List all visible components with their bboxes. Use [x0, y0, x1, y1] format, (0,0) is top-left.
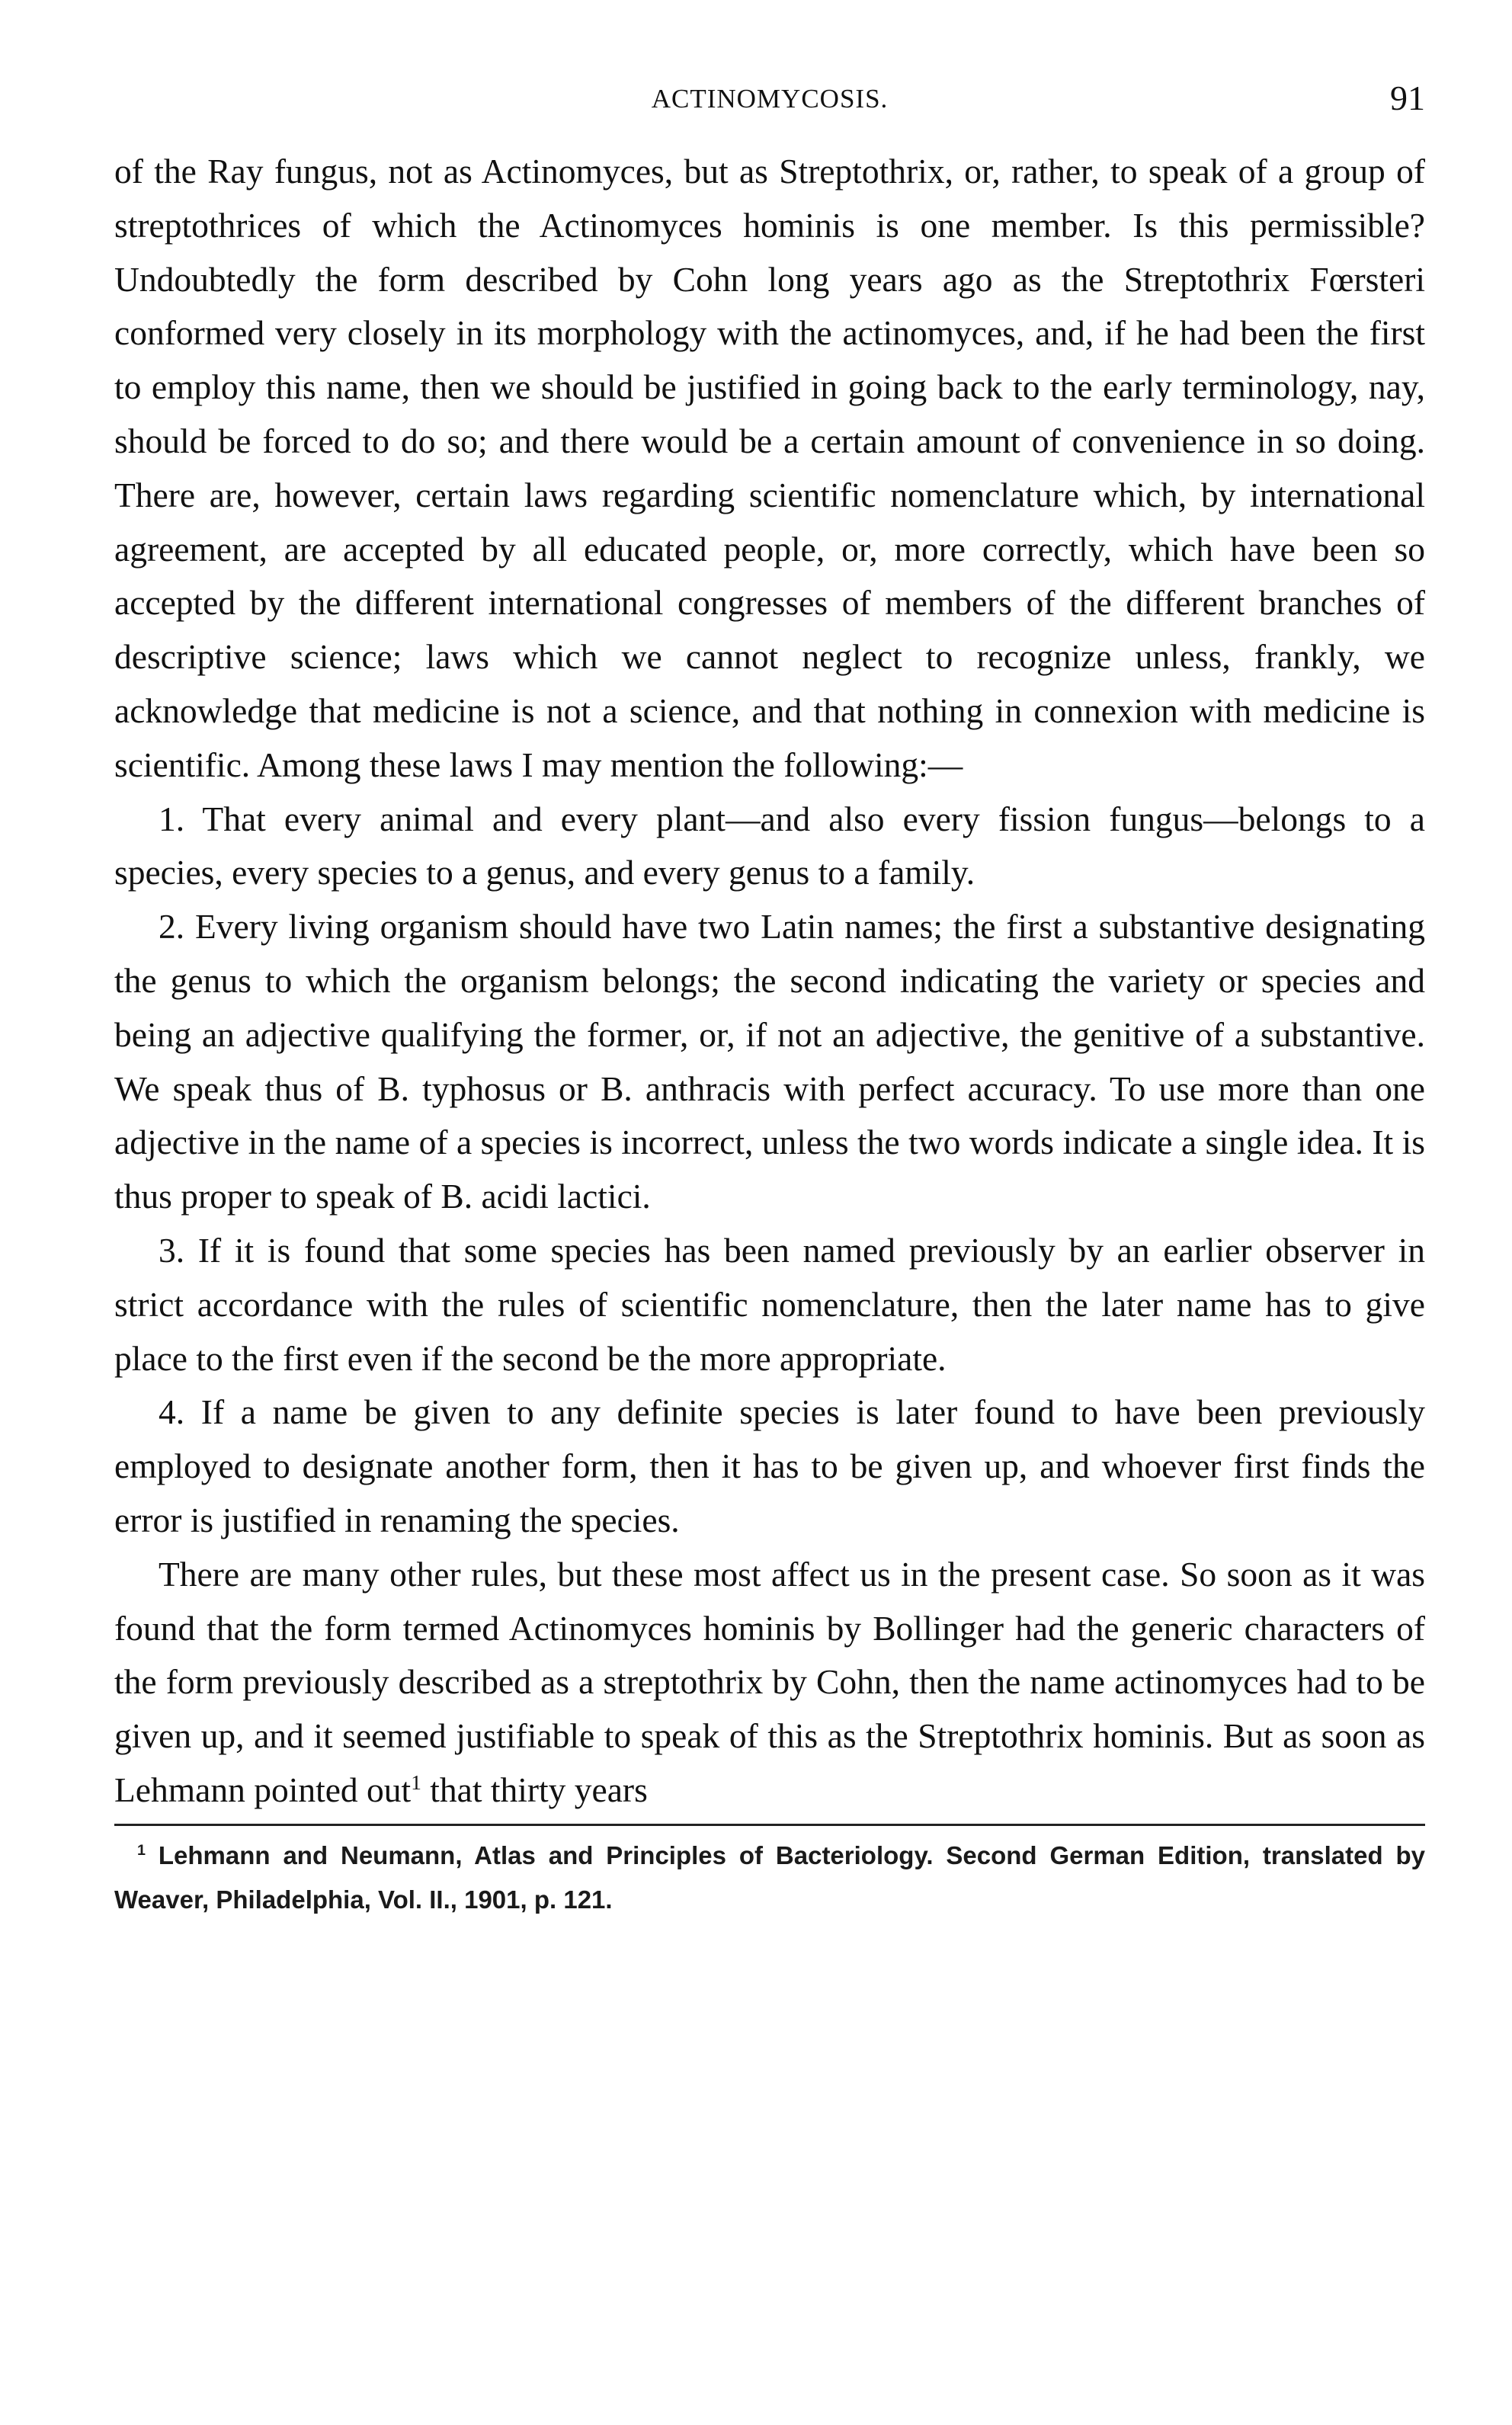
- paragraph-last-tail: that thirty years: [421, 1770, 648, 1809]
- footnote: [114, 1834, 1425, 1922]
- paragraph-last-text: There are many other rules, but these most affect us in the present case. So soon as it was found that the form termed Actinomyces hominis by Bollinger had the generic characters of the form previously described as a streptothrix by Cohn, then the name actinomyces had to be given up, and it seemed justifiable to speak of this as the Streptothrix hominis. But as soon as Lehmann pointed out: [114, 1554, 1425, 1809]
- footnote-divider: [114, 1824, 1425, 1826]
- rule-item-4: 4. If a name be given to any definite species is later found to have been previously employed to designate another form, then it has to be given up, and whoever first finds the error is justified in renaming the species.: [114, 1392, 1425, 1539]
- paragraph-last: [114, 1548, 1425, 1818]
- body-text: [114, 145, 1425, 1818]
- book-page: [114, 69, 1425, 2378]
- paragraph-continuation: of the Ray fungus, not as Actinomyces, but as Streptothrix, or, rather, to speak of a group of streptothrices of which the Actinomyces hominis is one member. Is this permissible? Undoubtedly the form described by Cohn long years ago as the Streptothrix Fœrsteri conformed very closely in its morphology with the actinomyces, and, if he had been the first to employ this name, then we should be justified in going back to the early terminology, nay, should be forced to do so; and there would be a certain amount of convenience in so doing. There are, however, certain laws regarding scientific nomenclature which, by international agreement, are accepted by all educated people, or, more correctly, which have been so accepted by the different international congresses of members of the different branches of descriptive science; laws which we cannot neglect to recognize unless, frankly, we acknowledge that medicine is not a science, and that nothing in connexion with medicine is scientific. Among these laws I may mention the following:—: [114, 152, 1425, 784]
- rule-item-2: 2. Every living organism should have two Latin names; the first a substantive designating the genus to which the organism belongs; the second indicating the variety or species and being an adjective qualifying the former, or, if not an adjective, the genitive of a substantive. We speak thus of B. typhosus or B. anthracis with perfect accuracy. To use more than one adjective in the name of a species is incorrect, unless the two words indicate a single idea. It is thus proper to speak of B. acidi lactici.: [114, 907, 1425, 1216]
- footnote-mark: 1: [137, 1841, 146, 1859]
- page-number: 91: [1390, 78, 1425, 117]
- page-header: [114, 69, 1425, 122]
- running-head: ACTINOMYCOSIS.: [651, 84, 889, 114]
- footnote-ref-mark: 1: [411, 1770, 421, 1794]
- rule-item-3: 3. If it is found that some species has been named previously by an earlier observer in strict accordance with the rules of scientific nomenclature, then the later name has to give place to the first even if the second be the more appropriate.: [114, 1230, 1425, 1378]
- footnote-text: Lehmann and Neumann, Atlas and Principles of Bacteriology. Second German Edition, translated by Weaver, Philadelphia, Vol. II., 1901, p. 121.: [114, 1840, 1425, 1914]
- rule-item-1: 1. That every animal and every plant—and also every fission fungus—belongs to a species, every species to a genus, and every genus to a family.: [114, 799, 1425, 892]
